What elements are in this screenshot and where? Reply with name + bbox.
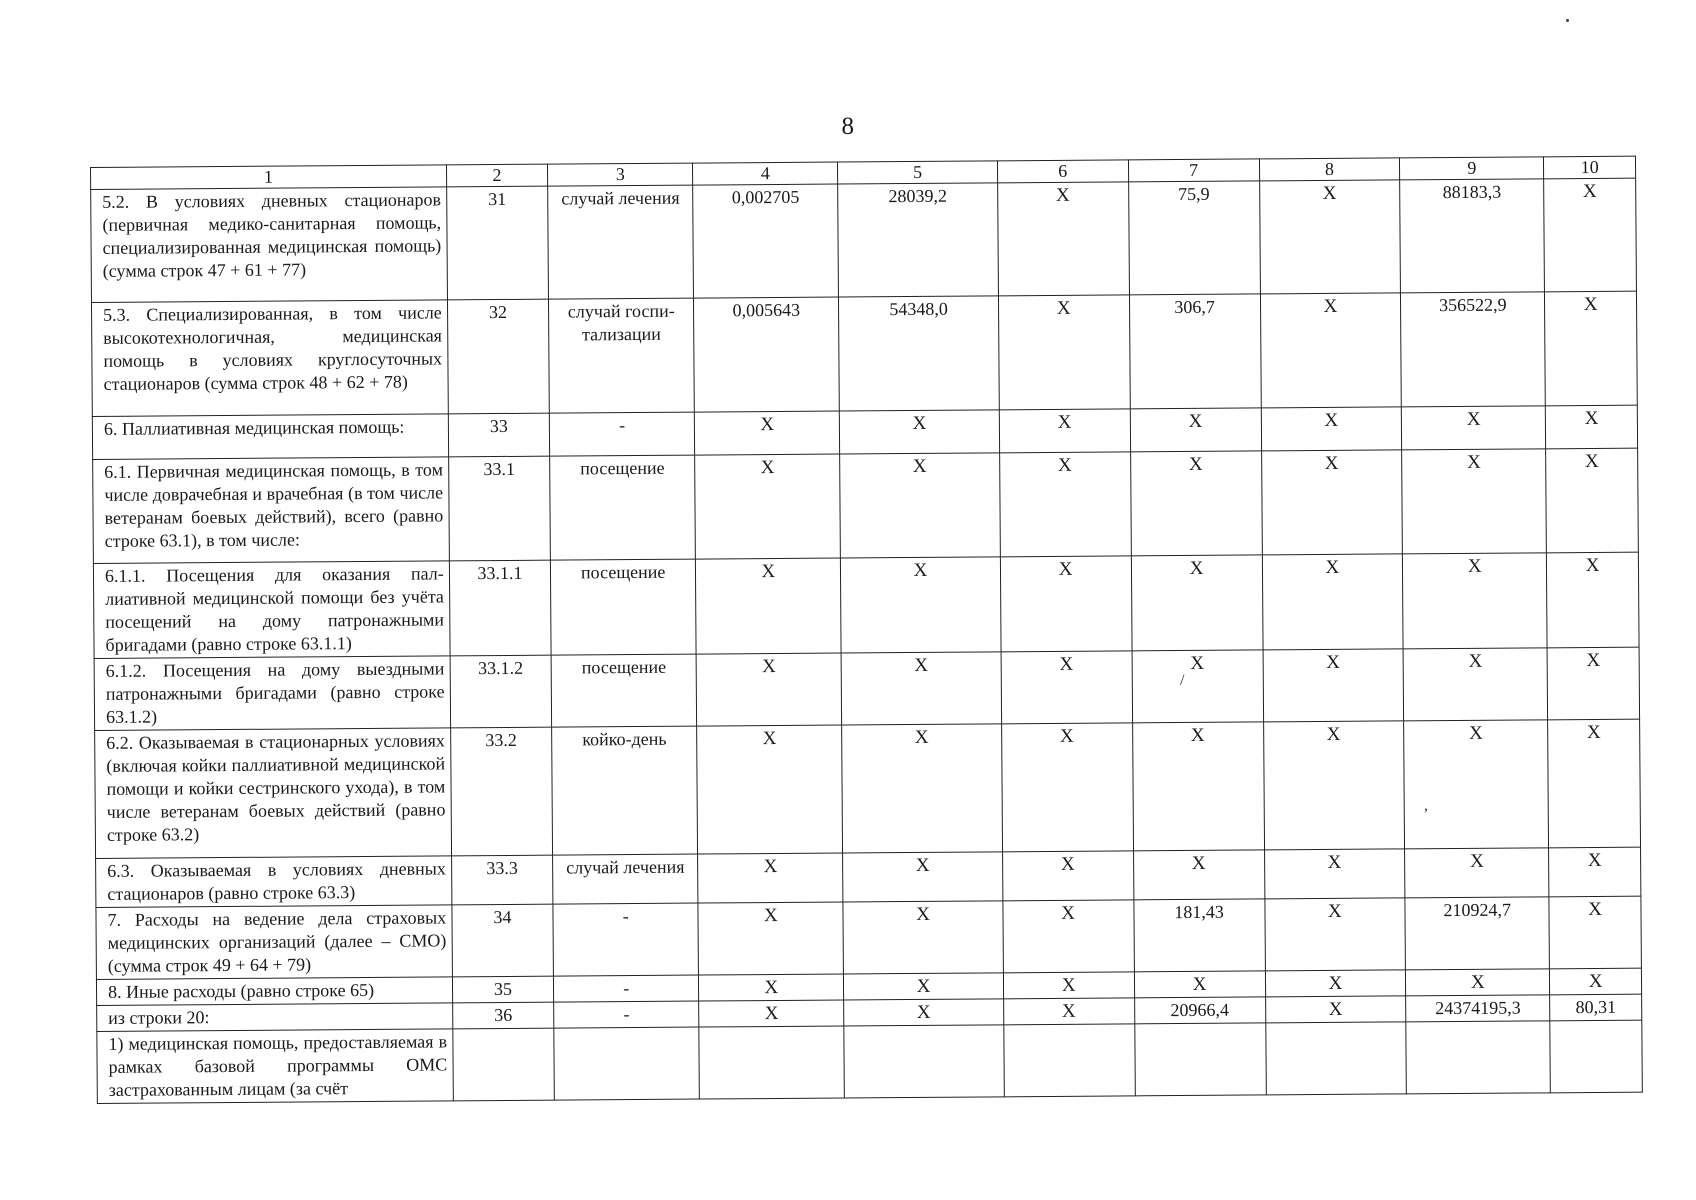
percent-cell: X <box>1550 968 1642 995</box>
percent-cell: X <box>1546 448 1638 553</box>
column-number: 9 <box>1400 157 1544 180</box>
percent-cell: X <box>1545 291 1638 406</box>
row-number-cell: 33.1.1 <box>449 560 551 656</box>
cost-norm-cell: 28039,2 <box>838 183 998 297</box>
table-row <box>91 178 1637 302</box>
percent-cell: 80,31 <box>1550 994 1642 1021</box>
cost-norm-cell: X <box>840 410 1000 454</box>
percent-cell: X <box>1548 719 1641 848</box>
cost-norm-cell: X <box>840 453 1000 558</box>
budget-per-capita-cell: X <box>1003 998 1134 1025</box>
row-number-cell: 31 <box>446 186 548 300</box>
row-label: 6.1. Первичная медицинская помощь, в том числе доврачебная и врачебная (в том числе ветеранам боевых действий), всего (равно строке 63.1), в том числе: <box>93 457 449 564</box>
column-number: 7 <box>1128 159 1259 182</box>
unit-cell: случай лечения <box>553 854 698 904</box>
unit-cell: посещение <box>551 559 697 655</box>
budget-total-cell: X <box>1261 450 1403 555</box>
volume-norm-cell: 0,005643 <box>694 297 840 412</box>
unit-cell: - <box>549 412 694 456</box>
row-label: 6.1.1. Посещения для оказания паллиативной медицинской помощи без учёта посещений на дому патронажными бригадами (равно строке 63.1.1) <box>93 561 449 659</box>
budget-total-cell: X <box>1264 849 1405 899</box>
volume-norm-cell: 0,002705 <box>693 184 839 298</box>
oms-per-capita-cell: X <box>1130 451 1262 556</box>
cost-norm-cell: X <box>844 999 1003 1026</box>
table-row <box>91 291 1637 416</box>
column-number: 5 <box>838 161 997 184</box>
budget-total-cell: X <box>1263 721 1405 850</box>
column-number: 2 <box>446 164 548 187</box>
budget-total-cell: X <box>1264 898 1405 971</box>
volume-norm-cell: X <box>696 653 842 726</box>
budget-total-cell: X <box>1265 970 1406 997</box>
volume-norm-cell: X <box>699 1000 844 1027</box>
budget-total-cell: X <box>1265 996 1406 1023</box>
percent-cell: X <box>1547 647 1639 720</box>
volume-norm-cell: X <box>696 558 842 654</box>
row-number-cell <box>453 1028 555 1101</box>
oms-per-capita-cell: X <box>1130 408 1261 452</box>
column-number: 1 <box>91 165 447 190</box>
oms-total-cell: X <box>1406 969 1550 996</box>
percent-cell: X <box>1544 178 1637 292</box>
oms-per-capita-cell: X <box>1134 971 1265 998</box>
volume-norm-cell: X <box>699 974 844 1001</box>
budget-per-capita-cell: X <box>1000 556 1132 652</box>
budget-per-capita-cell: X <box>999 452 1131 557</box>
budget-per-capita-cell <box>1003 1024 1134 1097</box>
cost-norm-cell: 54348,0 <box>839 296 999 411</box>
row-label: 6.1.2. Посещения на дому выездными патронажными бригадами (равно строке 63.1.2) <box>94 656 450 731</box>
scan-speck <box>1566 19 1569 22</box>
budget-per-capita-cell: X <box>1002 851 1133 901</box>
oms-total-cell: X <box>1403 553 1548 649</box>
percent-cell: X <box>1549 896 1641 969</box>
oms-total-cell: 356522,9 <box>1401 292 1546 407</box>
row-label: 1) медицинская помощь, предоставляемая в рамках базовой программы ОМС застрахованным лицам (за счёт <box>97 1029 453 1104</box>
oms-per-capita-cell: X <box>1132 650 1263 723</box>
unit-cell: случай госпитализации <box>549 298 695 413</box>
volume-norm-cell: X <box>698 902 844 975</box>
oms-total-cell: X <box>1402 406 1546 450</box>
cost-norm-cell <box>844 1025 1004 1098</box>
oms-per-capita-cell: X <box>1131 555 1263 651</box>
budget-total-cell: X <box>1263 649 1404 722</box>
oms-total-cell: 88183,3 <box>1400 179 1545 293</box>
unit-cell: посещение <box>551 654 697 727</box>
row-label: 6.2. Оказываемая в стационарных условиях (включая койки паллиативной медицинской помощи и койки сестринского ухода), в том числе ветеранам боевых действий (равно строке 63.2) <box>95 728 452 859</box>
oms-total-cell: X <box>1405 848 1549 898</box>
cost-norm-cell: X <box>841 557 1001 653</box>
budget-total-cell: X <box>1261 407 1402 451</box>
table-row <box>97 1020 1642 1103</box>
budget-total-cell: X <box>1262 554 1403 650</box>
budget-total-cell: X <box>1260 293 1402 408</box>
row-number-cell: 32 <box>447 299 549 414</box>
row-label: из строки 20: <box>97 1003 453 1032</box>
table-row <box>93 552 1639 658</box>
budget-per-capita-cell: X <box>997 182 1129 296</box>
oms-per-capita-cell: 75,9 <box>1128 181 1260 295</box>
percent-cell <box>1550 1020 1642 1093</box>
unit-cell: случай лечения <box>548 185 694 299</box>
oms-per-capita-cell: 181,43 <box>1133 899 1264 972</box>
row-number-cell: 33.1 <box>448 456 550 561</box>
budget-total-cell <box>1265 1022 1406 1095</box>
budget-per-capita-cell: X <box>1001 723 1133 852</box>
budget-per-capita-cell: X <box>999 409 1130 453</box>
table-body <box>91 156 1643 1103</box>
row-label: 5.2. В условиях дневных стационаров (первичная медико-санитарная помощь, специализированная медицинская помощь) (сумма строк 47 + 61 + 77) <box>91 187 448 303</box>
row-number-cell: 36 <box>452 1002 554 1029</box>
cost-norm-cell: X <box>843 852 1003 902</box>
row-label: 8. Иные расходы (равно строке 65) <box>96 977 452 1006</box>
oms-total-cell <box>1406 1021 1551 1094</box>
cost-norm-cell: X <box>841 652 1001 725</box>
table-row <box>95 719 1641 858</box>
row-number-cell: 33.2 <box>450 727 552 856</box>
cost-norm-cell: X <box>843 901 1003 974</box>
unit-cell: - <box>553 903 699 976</box>
percent-cell: X <box>1547 552 1639 648</box>
unit-cell: - <box>554 1001 699 1028</box>
page-number: 8 <box>841 113 855 140</box>
percent-cell: X <box>1549 847 1641 897</box>
table-row <box>96 896 1641 979</box>
budget-per-capita-cell: X <box>1003 900 1134 973</box>
column-number: 6 <box>997 160 1128 183</box>
unit-cell <box>554 1027 700 1100</box>
oms-per-capita-cell: 20966,4 <box>1134 997 1265 1024</box>
unit-cell: - <box>554 975 699 1002</box>
pen-tick-mark: , <box>1424 797 1428 814</box>
oms-per-capita-cell: X <box>1133 850 1264 900</box>
table-container <box>90 156 1643 1104</box>
table-row <box>93 448 1639 563</box>
row-number-cell: 33 <box>448 413 550 457</box>
unit-cell: койко-день <box>552 726 698 855</box>
budget-per-capita-cell: X <box>1001 651 1132 724</box>
volume-norm-cell: X <box>698 853 843 903</box>
budget-per-capita-cell: X <box>1003 972 1134 999</box>
oms-per-capita-cell: 306,7 <box>1129 294 1261 409</box>
volume-norm-cell: X <box>695 454 841 559</box>
data-table <box>90 156 1643 1104</box>
oms-per-capita-cell: X <box>1132 722 1264 851</box>
oms-total-cell: X <box>1403 648 1548 721</box>
row-label: 7. Расходы на ведение дела страховых медицинских организаций (далее – СМО) (сумма строк 49 + 64 + 79) <box>96 905 452 980</box>
column-number: 8 <box>1259 158 1400 181</box>
budget-per-capita-cell: X <box>998 295 1130 410</box>
row-label: 6.3. Оказываемая в условиях дневных стационаров (равно строке 63.3) <box>96 856 452 908</box>
budget-total-cell: X <box>1259 180 1401 294</box>
column-number: 4 <box>693 162 838 185</box>
column-number: 3 <box>548 163 693 186</box>
cost-norm-cell: X <box>842 724 1002 853</box>
oms-per-capita-cell <box>1134 1023 1265 1096</box>
row-number-cell: 33.1.2 <box>450 655 552 728</box>
oms-total-cell: X <box>1404 720 1549 849</box>
volume-norm-cell <box>699 1026 845 1099</box>
unit-cell: посещение <box>550 455 696 560</box>
row-number-cell: 35 <box>452 976 554 1003</box>
volume-norm-cell: X <box>695 411 840 455</box>
oms-total-cell: 24374195,3 <box>1406 995 1550 1022</box>
pen-tick-mark: / <box>1180 672 1185 689</box>
row-label: 6. Паллиативная медицинская помощь: <box>92 414 448 460</box>
column-number: 10 <box>1544 156 1636 179</box>
oms-total-cell: X <box>1402 449 1547 554</box>
row-number-cell: 34 <box>452 904 554 977</box>
percent-cell: X <box>1546 405 1638 449</box>
row-number-cell: 33.3 <box>451 855 553 905</box>
cost-norm-cell: X <box>844 973 1003 1000</box>
table-row <box>94 647 1639 730</box>
oms-total-cell: 210924,7 <box>1405 897 1550 970</box>
volume-norm-cell: X <box>697 725 843 854</box>
row-label: 5.3. Специализированная, в том числе высокотехнологичная, медицинская помощь в условиях круглосуточных стационаров (сумма строк 48 + 62 + 78) <box>91 300 448 417</box>
